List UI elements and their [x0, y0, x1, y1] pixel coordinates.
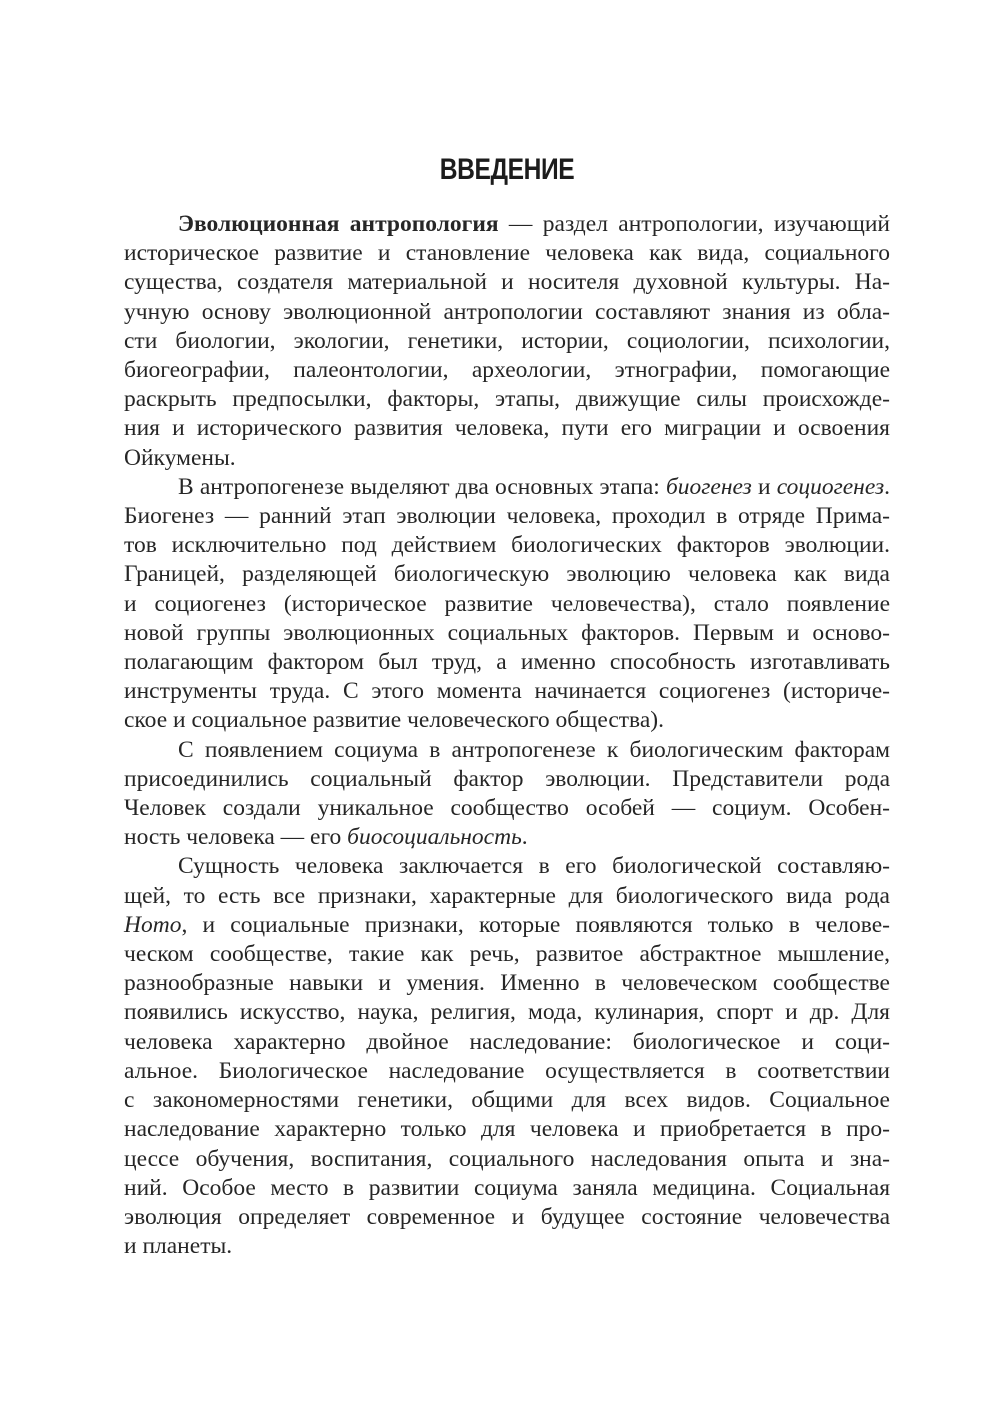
text-line: и планеты.	[124, 1233, 233, 1260]
text-line: С появлением социума в антропогенезе к биологическим факторам	[178, 736, 890, 763]
text-line: Человек создали уникальное сообщество особей — социум. Особен-	[124, 795, 890, 822]
text-line: щей, то есть все признаки, характерные для биологического вида рода	[124, 882, 890, 909]
text-line: существа, создателя материальной и носителя духовной культуры. На-	[124, 269, 890, 296]
text-line: появились искусство, наука, религия, мода, кулинария, спорт и др. Для	[124, 999, 890, 1026]
text-line: ний. Особое место в развитии социума заняла медицина. Социальная	[124, 1174, 890, 1201]
text-line: разнообразные навыки и умения. Именно в человеческом сообществе	[124, 970, 890, 997]
text-line: раскрыть предпосылки, факторы, этапы, движущие силы происхожде-	[124, 386, 890, 413]
text-line: полагающим фактором был труд, а именно способность изготавливать	[124, 649, 890, 676]
text-line: Границей, разделяющей биологическую эволюцию человека как вида	[124, 561, 890, 588]
text-line: наследование характерно только для человека и приобретается в про-	[124, 1116, 890, 1143]
text-line: ческом сообществе, такие как речь, развитое абстрактное мышление,	[124, 941, 890, 968]
text-line: Homo, и социальные признаки, которые появляются только в челове-	[124, 911, 890, 938]
text-line: сти биологии, экологии, генетики, истории, социологии, психологии,	[124, 327, 890, 354]
paragraph	[124, 473, 890, 736]
term-italic: биогенез	[665, 473, 752, 500]
term-italic: социогенез	[776, 473, 885, 500]
text-line: тов исключительно под действием биологических факторов эволюции.	[124, 532, 890, 559]
text-line: Эволюционная антропология — раздел антропологии, изучающий	[178, 211, 890, 237]
term-italic: Homo	[124, 911, 182, 938]
text-line: цессе обучения, воспитания, социального наследования опыта и зна-	[124, 1145, 890, 1172]
text-line: ское и социальное развитие человеческого общества).	[124, 707, 664, 734]
document-page	[124, 150, 890, 1261]
text-line: ность человека — его биосоциальность.	[124, 824, 528, 851]
paragraph	[124, 210, 890, 473]
term-italic: биосоциальность	[347, 824, 522, 851]
text-line: учную основу эволюционной антропологии составляют знания из обла-	[124, 298, 890, 325]
text-line: В антропогенезе выделяют два основных этапа: биогенез и социогенез.	[178, 473, 890, 500]
text-line: Ойкумены.	[124, 444, 236, 471]
text-line: эволюция определяет современное и будущее состояние человечества	[124, 1203, 890, 1230]
text-line: Сущность человека заключается в его биологической составляю-	[178, 853, 890, 880]
text-line: новой группы эволюционных социальных факторов. Первым и осново-	[124, 619, 890, 646]
term-bold: Эволюционная антропология	[178, 211, 499, 237]
text-line: с закономерностями генетики, общими для всех видов. Социальное	[124, 1087, 890, 1114]
text-line: инструменты труда. С этого момента начинается социогенез (историче-	[124, 678, 890, 705]
text-line: присоединились социальный фактор эволюции. Представители рода	[124, 765, 890, 792]
document-body	[124, 210, 890, 1261]
text-line: историческое развитие и становление человека как вида, социального	[124, 240, 890, 267]
text-line: и социогенез (историческое развитие человечества), стало появление	[124, 590, 890, 617]
text-line: человека характерно двойное наследование: биологическое и соци-	[124, 1028, 890, 1055]
text-line: ния и исторического развития человека, пути его миграции и освоения	[124, 415, 890, 442]
paragraph	[124, 852, 890, 1261]
text-line: Биогенез — ранний этап эволюции человека, проходил в отряде Прима-	[124, 503, 890, 530]
text-line: биогеографии, палеонтологии, археологии, этнографии, помогающие	[124, 357, 890, 384]
paragraph	[124, 736, 890, 853]
page-title: ВВЕДЕНИЕ	[439, 153, 575, 186]
text-line: альное. Биологическое наследование осуществляется в соответствии	[124, 1057, 890, 1084]
